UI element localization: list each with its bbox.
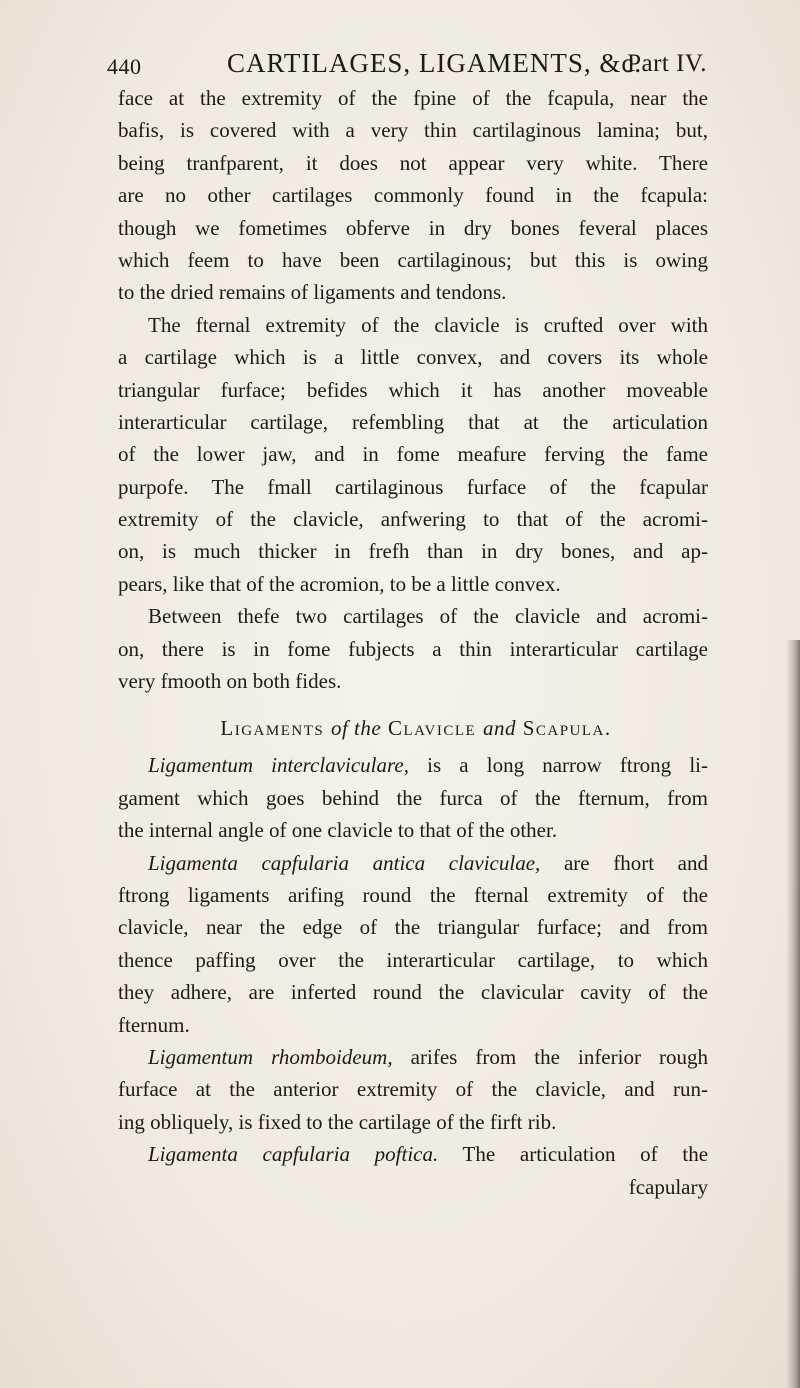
- text-line: clavicle, near the edge of the triangular furface; and from: [118, 915, 708, 940]
- text-line: bafis, is covered with a very thin cartilaginous lamina; but,: [118, 118, 708, 143]
- text-line: to the dried remains of ligaments and tendons.: [118, 280, 507, 305]
- heading-word-clavicle: Clavicle: [387, 716, 477, 741]
- page-edge-shadow: [786, 640, 800, 1388]
- paragraph-ligamentum-interclaviculare: [118, 749, 708, 846]
- text-line: they adhere, are inferted round the clavicular cavity of the: [118, 980, 708, 1005]
- body-text: [118, 82, 708, 1203]
- text-run: are fhort and: [540, 850, 709, 875]
- latin-term: Ligamentum rhomboideum,: [148, 1044, 393, 1069]
- section-heading: [118, 707, 708, 749]
- text-line: triangular furface; befides which it has another moveable: [118, 377, 708, 402]
- text-line: [118, 749, 708, 781]
- text-line: [118, 1041, 708, 1073]
- paragraph-2: [118, 309, 708, 601]
- text-line: pears, like that of the acromion, to be a little convex.: [118, 571, 561, 596]
- text-line: ftrong ligaments arifing round the fternal extremity of the: [118, 882, 708, 907]
- text-line: which feem to have been cartilaginous; but this is owing: [118, 247, 708, 272]
- text-line: interarticular cartilage, refembling that at the articulation: [118, 409, 708, 434]
- text-line: extremity of the clavicle, anfwering to that of the acromi-: [118, 507, 708, 532]
- text-line: fternum.: [118, 1012, 190, 1037]
- heading-word-ligaments: Ligaments: [220, 716, 325, 741]
- text-run: is a long narrow ftrong li-: [408, 753, 708, 778]
- text-line: a cartilage which is a little convex, and covers its whole: [118, 345, 708, 370]
- paragraph-ligamenta-capsularia-postica: [118, 1138, 708, 1203]
- text-line: The fternal extremity of the clavicle is crufted over with: [148, 312, 708, 337]
- text-line: being tranfparent, it does not appear very white. There: [118, 150, 708, 175]
- heading-word-scapula: Scapula.: [522, 716, 612, 741]
- heading-and: and: [482, 716, 516, 741]
- paragraph-3: [118, 600, 708, 697]
- text-line: thence paffing over the interarticular cartilage, to which: [118, 947, 708, 972]
- text-line: very fmooth on both fides.: [118, 669, 342, 694]
- text-line: gament which goes behind the furca of the fternum, from: [118, 785, 708, 810]
- text-line: on, there is in fome fubjects a thin interarticular cartilage: [118, 636, 708, 661]
- text-line: furface at the anterior extremity of the clavicle, and run-: [118, 1077, 708, 1102]
- heading-of-the: of the: [330, 716, 382, 741]
- paragraph-ligamentum-rhomboideum: [118, 1041, 708, 1138]
- text-line: ing obliquely, is fixed to the cartilage of the firft rib.: [118, 1109, 557, 1134]
- text-line: purpofe. The fmall cartilaginous furface of the fcapular: [118, 474, 708, 499]
- latin-term: Ligamentum interclaviculare,: [148, 753, 409, 778]
- page-number: 440: [107, 54, 142, 79]
- text-line: of the lower jaw, and in fome meafure ferving the fame: [118, 442, 708, 467]
- text-run: The articulation of the: [438, 1142, 709, 1167]
- text-line: are no other cartilages commonly found in the fcapula:: [118, 183, 708, 208]
- text-line: [118, 847, 708, 879]
- latin-term: Ligamenta capfularia poftica.: [148, 1142, 439, 1167]
- latin-term: Ligamenta capfularia antica claviculae,: [148, 850, 541, 875]
- paragraph-ligamenta-capsularia-antica: [118, 847, 708, 1041]
- text-line: the internal angle of one clavicle to that of the other.: [118, 818, 558, 843]
- text-line: Between thefe two cartilages of the clavicle and acromi-: [148, 604, 708, 629]
- text-line: face at the extremity of the fpine of the fcapula, near the: [118, 86, 708, 110]
- text-line: [118, 1138, 708, 1170]
- paragraph-1: [118, 82, 708, 309]
- text-run: arifes from the inferior rough: [392, 1044, 709, 1069]
- running-title: CARTILAGES, LIGAMENTS, &c.: [227, 48, 643, 78]
- part-label: Part IV.: [627, 50, 707, 77]
- text-line: though we fometimes obferve in dry bones feveral places: [118, 215, 708, 240]
- text-line: on, is much thicker in frefh than in dry bones, and ap-: [118, 539, 708, 564]
- catchword: fcapulary: [628, 1174, 708, 1199]
